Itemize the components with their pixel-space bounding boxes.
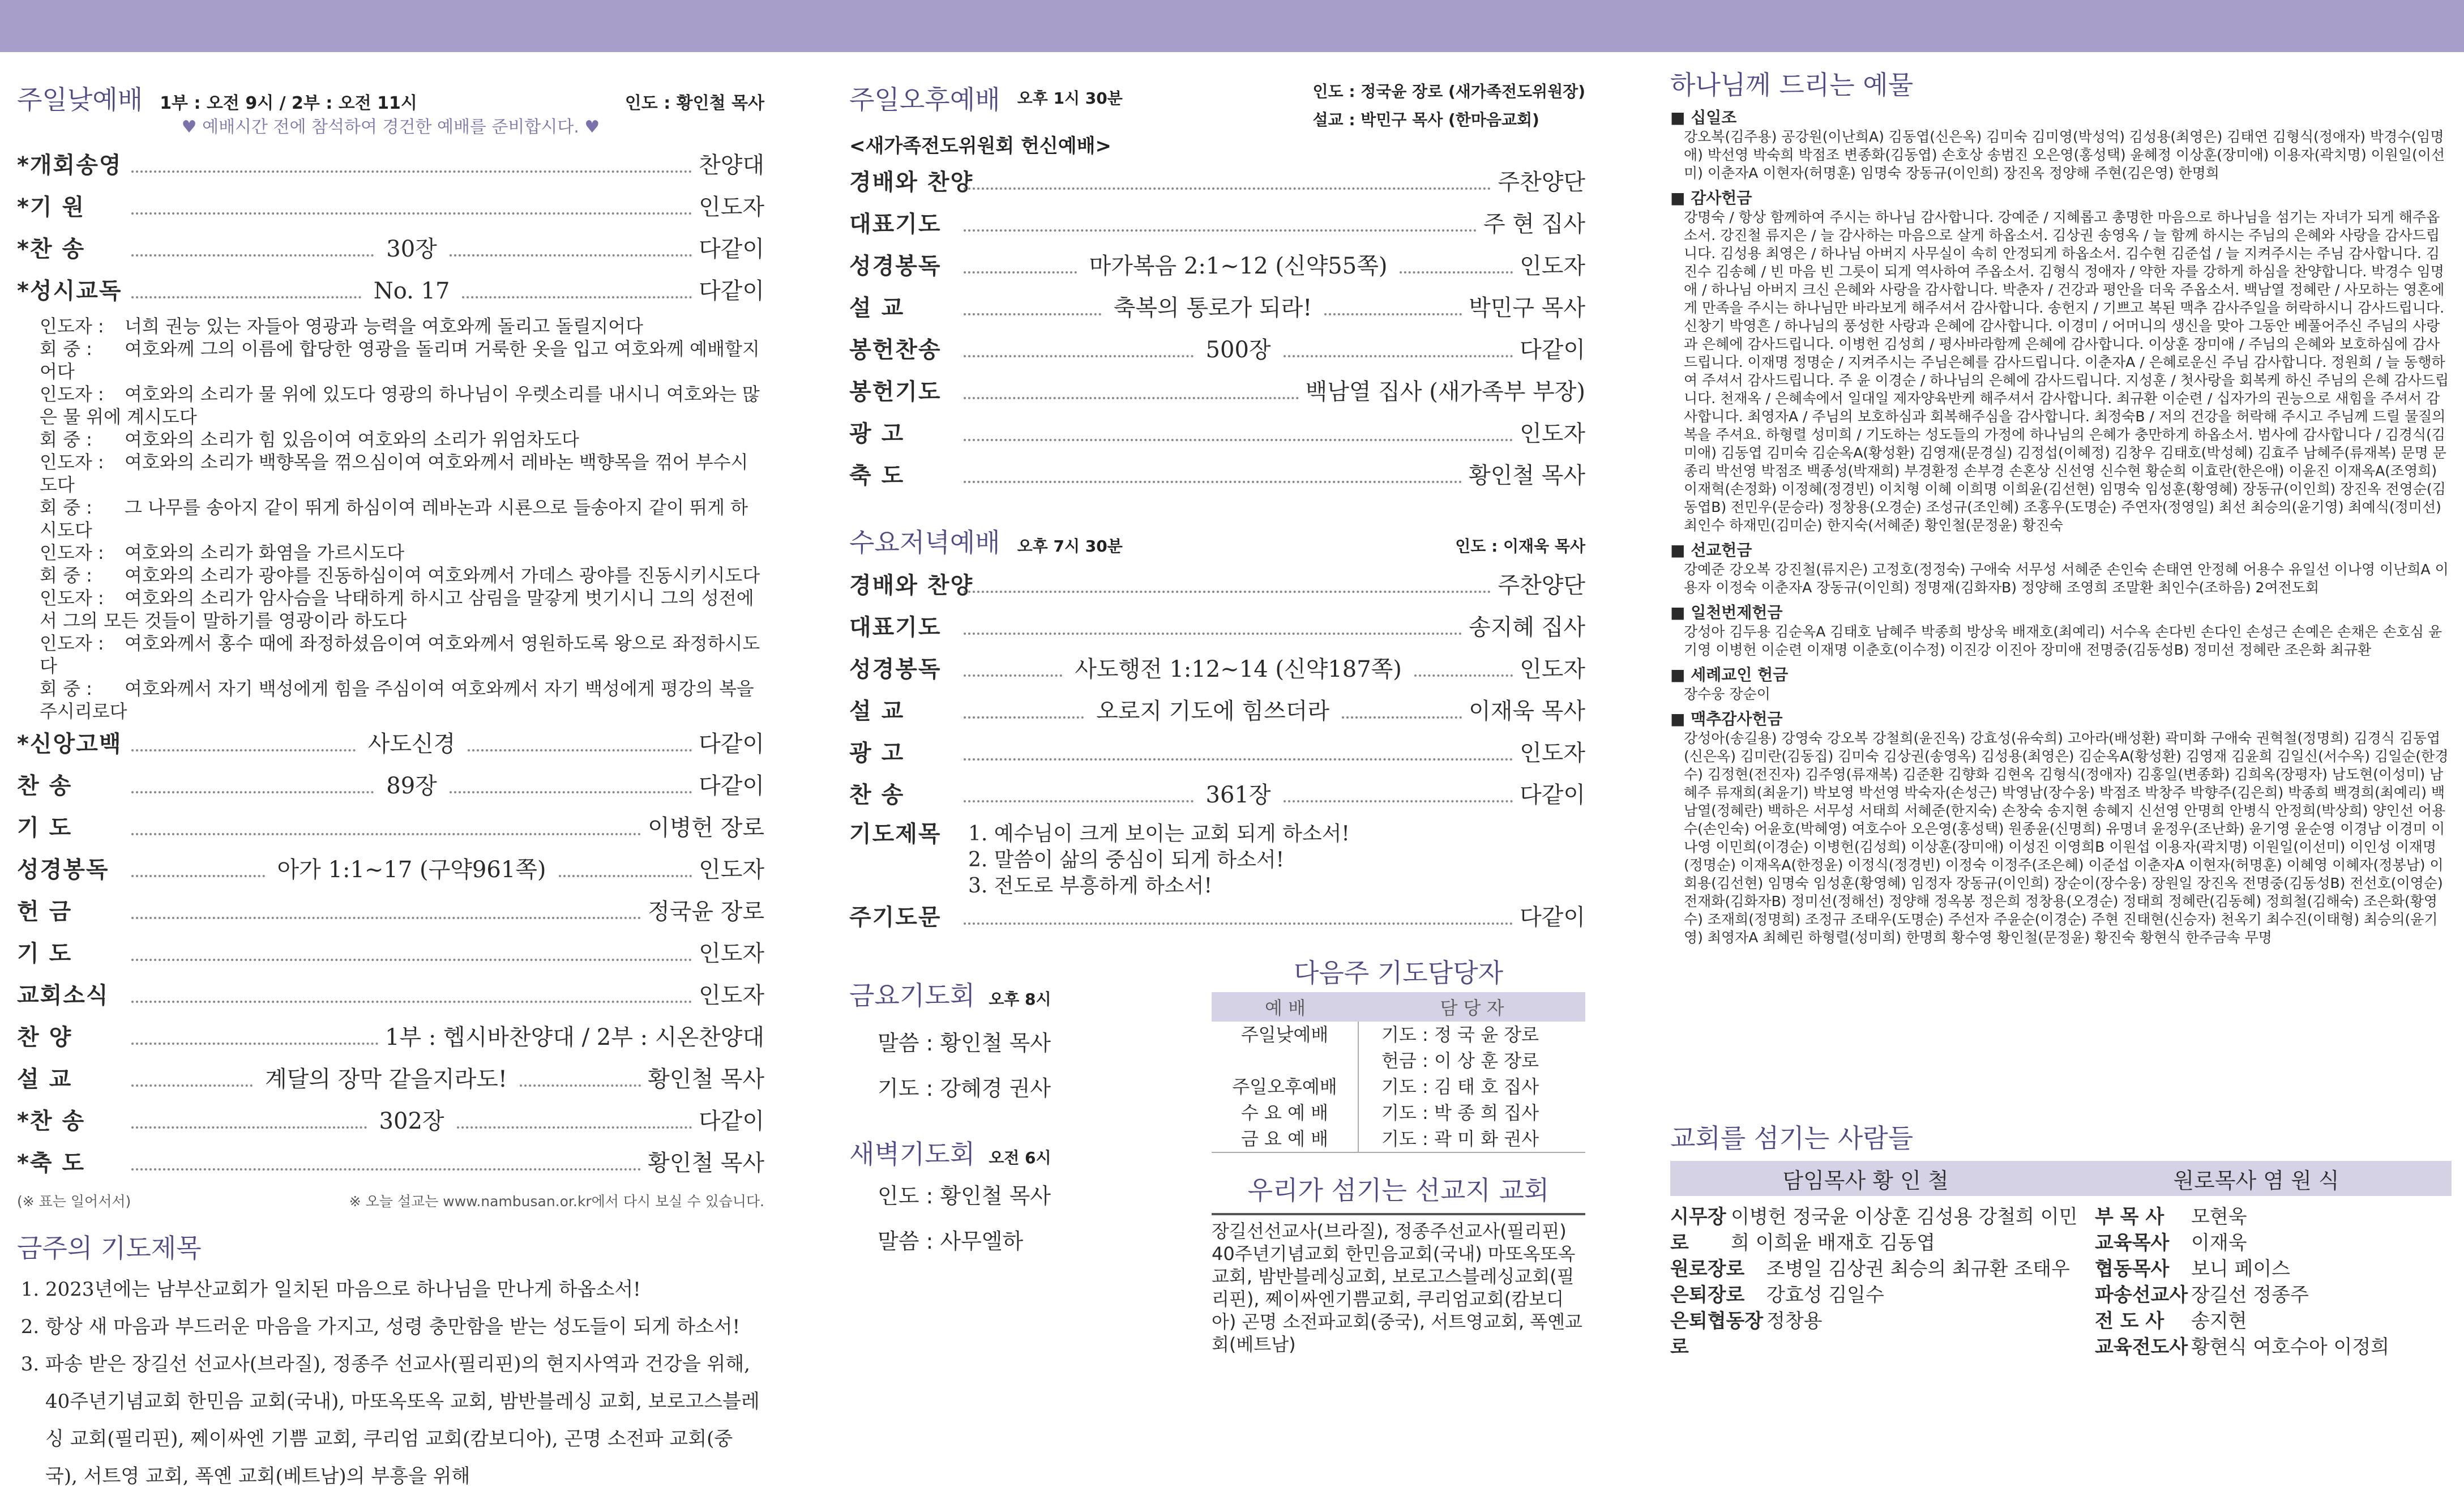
sunday-item-content: 계달의 장막 같을지라도!: [265, 1066, 507, 1092]
sunday-item-person: 인도자: [699, 983, 764, 1009]
ministers-list: [2095, 1204, 2452, 1360]
wednesday-item-label: 광 고: [849, 740, 905, 766]
next-week-row: [1212, 1074, 1585, 1100]
wednesday-item-label: 경배와 찬양: [849, 573, 974, 599]
reading-speaker: 회 중 :: [40, 678, 92, 699]
afternoon-item-content: 축복의 통로가 되라!: [1113, 295, 1312, 321]
service-note: ♥ 예배시간 전에 참석하여 경건한 예배를 준비합시다. ♥: [181, 117, 600, 137]
sunday-service-title: 주일낮예배: [17, 84, 143, 115]
offering-heading: ■ 일천번제헌금: [1670, 603, 1783, 622]
sunday-item-label: 찬 양: [17, 1024, 72, 1050]
dawn-title: 새벽기도회: [849, 1139, 976, 1169]
reading-text: 여호와께서 홍수 때에 좌정하셨음이여 여호와께서 영원하도록 왕으로 좌정하시도다: [40, 633, 760, 677]
wednesday-item-label: 찬 송: [849, 782, 905, 808]
staff-names: 조병일 김상권 최승의 최규환 조태우: [1766, 1258, 2070, 1280]
next-week-row: [1212, 1100, 1585, 1126]
sunday-item-row: [17, 1145, 764, 1187]
offering-names: 강성아(송길용) 강영숙 강오복 강철희(윤진옥) 강효성(유숙희) 고아라(배성환) 곽미화 구애숙 권혁철(정명희) 김경식 김동엽(신은옥) 김미란(김동집) 김미숙 김상권(송영옥) 김성용(최영은) 김순옥A(황성환) 김영재 김윤희 김일신(서수옥) 김일순(한경수) 김정현(전진자) 김주영(류재복) 김준환 김향화 김현옥 김형식(정애자) 김홍일(변종화) 김희옥(장평자) 남도현(이성미) 남혜주 류재희(최윤기) 박보영 박선영 박숙자(손성근) 박영남(장수웅) 박점조 박창주 박향주(김은희) 박종희 백경희(최예리) 백남열(정혜란) 백하은 서무성 서태희 서혜준(한지숙) 손창숙 송지현 송혜지 신선영 안명희 안병식 안정희(박상희) 양인선 어용수(손인숙) 어윤호(박혜영) 여호수아 오은영(홍성택) 원종윤(신명희) 유명녀 윤정우(조난화) 윤기영 윤순영 이경남 이경미 이나영 이민희(이경순) 이병헌(김성희) 이상훈(장미애) 이성진 이영희B 이원섭 이용자(곽치명) 이원일(이선미) 이인성 이재명(정명순) 이재옥A(한정윤) 이정식(정경빈) 이정숙 이정주(조은혜) 이준섭 이춘자A 이현자(허명훈) 이혜영 이혜자(정봉남) 이회용(김선현) 임명숙 임성훈(황영혜) 임정자 장동규(이인희) 장순이(장수웅) 장원일 장진옥 전명중(김동성B) 전선호(이영순) 전재화(김화자B) 정미선(정해선) 정양해 정옥봉 정은희 정창용(오경순) 정태희 정혜란(김동혜) 정희철(김해숙) 조은화(황영수) 조재희(정명희) 조정규 조태우(도명순) 주선자 주윤순(이경순) 주현 진태현(신승자) 천옥기 최수진(이태형) 최승의(윤기영) 최영자A 최혜린 하형렬(성미희) 한명희 황수영 황인철(문정윤) 황진숙 황현식 한주금속 무명: [1684, 730, 2449, 946]
sunday-item-label: 교회소식: [17, 983, 109, 1009]
staff-row: [1670, 1256, 2078, 1282]
reading-line: [17, 587, 764, 632]
assignee: 헌금 : 이 상 훈 장로: [1381, 1050, 1539, 1071]
offering-names: 강성아 김두용 김순옥A 김태호 남혜주 박종희 방상욱 배재호(최예리) 서수옥 손다빈 손다인 손성근 손예은 손채은 손호심 윤기영 이병헌 이순련 이재명 이춘호(이수정) 이진강 이진아 장미애 전명중(김동성B) 정미선 정혜란 조은화 최규환: [1684, 623, 2442, 658]
sunday-item-person: 인도자: [699, 857, 764, 883]
wednesday-item-person: 송지혜 집사: [1469, 614, 1585, 640]
staff-names: 보니 페이스: [2191, 1258, 2291, 1280]
staff-role: 교육전도사: [2095, 1336, 2188, 1359]
sunday-item-label: 찬 송: [17, 773, 72, 799]
reading-speaker: 회 중 :: [40, 565, 92, 586]
reading-line: [17, 564, 764, 587]
reading-text: 너희 권능 있는 자들아 영광과 능력을 여호와께 돌리고 돌릴지어다: [125, 315, 644, 337]
next-week-table: [1212, 1022, 1585, 1153]
offering-heading: ■ 선교헌금: [1670, 541, 1752, 559]
staff-title: 교회를 섬기는 사람들: [1670, 1123, 1914, 1154]
prayer-topic: 1. 2023년에는 남부산교회가 일치된 마음으로 하나님을 만나게 하옵소서!: [45, 1271, 764, 1308]
reading-text: 여호와의 소리가 백향목을 꺾으심이여 여호와께서 레바논 백향목을 꺾어 부수시도다: [40, 451, 748, 496]
staff-row: [2095, 1204, 2452, 1230]
reading-speaker: 인도자 :: [40, 587, 104, 609]
assignee: 기도 : 정 국 윤 장로: [1381, 1024, 1539, 1045]
sunday-item-label: 성경봉독: [17, 857, 109, 883]
wednesday-item-content: 오로지 기도에 힘쓰더라: [1096, 698, 1329, 724]
prayer-topics-title: 금주의 기도제목: [17, 1233, 202, 1263]
afternoon-item-person: 박민구 목사: [1469, 295, 1586, 321]
afternoon-item-label: 봉헌기도: [849, 379, 942, 405]
mission-title: 우리가 섬기는 선교지 교회: [1247, 1175, 1550, 1206]
wednesday-item-row: [849, 609, 1585, 651]
prayer-topics-list: [17, 1271, 764, 1495]
reading-text: 여호와의 소리가 광야를 진동하심이여 여호와께서 가데스 광야를 진동시키시도다: [125, 565, 760, 586]
friday-prayer: 기도 : 강혜경 권사: [878, 1076, 1051, 1101]
assignee: 기도 : 박 종 희 집사: [1381, 1102, 1539, 1124]
sunday-order-list-2: [17, 726, 764, 1187]
sunday-item-row: [17, 189, 764, 231]
staff-role: 전 도 사: [2095, 1310, 2164, 1332]
wednesday-prayer-item: 2. 말씀이 삶의 중심이 되게 하소서!: [968, 848, 1285, 872]
offering-heading: ■ 맥추감사헌금: [1670, 710, 1783, 728]
staff-names: 송지현: [2191, 1310, 2247, 1332]
reading-line: [17, 451, 764, 496]
reading-text: 여호와께서 자기 백성에게 힘을 주심이여 여호와께서 자기 백성에게 평강의 복을 주시리로다: [40, 678, 754, 722]
wednesday-item-person: 다같이: [1520, 782, 1586, 808]
staff-role: 원로장로: [1670, 1258, 1745, 1280]
reading-text: 여호와의 소리가 암사슴을 낙태하게 하시고 삼림을 말갛게 벗기시니 그의 성전에서 그의 모든 것들이 말하기를 영광이라 하도다: [40, 587, 754, 631]
sunday-service-column: [17, 57, 765, 1488]
sunday-item-content: 89장: [386, 773, 437, 799]
afternoon-item-label: 봉헌찬송: [849, 337, 942, 363]
sunday-item-person: 황인철 목사: [648, 1150, 764, 1176]
wednesday-item-row: [849, 735, 1585, 777]
staff-role: 협동목사: [2095, 1258, 2170, 1280]
reading-text: 그 나무를 송아지 같이 뛰게 하심이여 레바논과 시룐으로 들송아지 같이 뛰게 하시도다: [40, 497, 748, 541]
wednesday-item-label: 성경봉독: [849, 656, 942, 682]
staff-role: 시무장로: [1670, 1206, 1726, 1254]
reading-text: 여호와의 소리가 힘 있음이여 여호와의 소리가 위엄차도다: [125, 429, 579, 450]
afternoon-item-person: 인도자: [1520, 253, 1586, 279]
staff-row: [2095, 1282, 2452, 1308]
afternoon-item-label: 축 도: [849, 463, 905, 489]
wednesday-prayer-list: [968, 821, 1350, 899]
staff-names: 장길선 정종주: [2191, 1284, 2309, 1306]
friday-title: 금요기도회: [849, 980, 976, 1011]
sunday-item-label: *신앙고백: [17, 731, 122, 757]
staff-names: 강효성 김일수: [1766, 1284, 1884, 1306]
afternoon-item-row: [849, 416, 1585, 458]
afternoon-time: 오후 1시 30분: [1017, 89, 1123, 108]
service-name: [1212, 1048, 1359, 1074]
sunday-item-person: 다같이: [699, 1108, 765, 1134]
staff-row: [1670, 1308, 2078, 1360]
offering-heading: ■ 감사헌금: [1670, 189, 1752, 207]
reading-speaker: 회 중 :: [40, 338, 92, 360]
staff-names: 이병헌 정국윤 이상훈 김성용 강철희 이민희 이희윤 배재호 김동엽: [1731, 1206, 2078, 1254]
wednesday-item-row: [849, 777, 1585, 819]
sunday-item-person: 이병헌 장로: [648, 815, 764, 841]
afternoon-item-label: 설 교: [849, 295, 905, 321]
reading-line: [17, 677, 764, 723]
afternoon-item-person: 주찬양단: [1498, 169, 1585, 195]
service-name: 주일오후예배: [1212, 1074, 1359, 1100]
sunday-item-person: 다같이: [699, 278, 765, 304]
responsive-reading: [17, 315, 764, 723]
reading-line: [17, 632, 764, 677]
sunday-item-row: [17, 936, 764, 977]
elders-list: [1670, 1204, 2078, 1360]
wednesday-item-person: 주찬양단: [1498, 573, 1585, 599]
wednesday-item-row: [849, 693, 1585, 735]
afternoon-item-content: 마가복음 2:1~12 (신약55쪽): [1089, 253, 1388, 279]
stand-note: (※ 표는 일어서서): [17, 1193, 131, 1210]
sunday-item-person: 찬양대: [699, 152, 764, 178]
afternoon-item-person: 주 현 집사: [1483, 211, 1585, 237]
staff-names: 황현식 여호수아 이정희: [2191, 1336, 2390, 1359]
sunday-item-label: 기 도: [17, 815, 72, 841]
offering-heading: ■ 십일조: [1670, 108, 1737, 127]
emeritus-pastor: 원로목사 염 원 식: [2173, 1168, 2339, 1193]
sunday-item-label: *기 원: [17, 194, 85, 220]
reading-speaker: 인도자 :: [40, 633, 104, 654]
wednesday-prayer-item: 1. 예수님이 크게 보이는 교회 되게 하소서!: [968, 822, 1350, 845]
reading-line: [17, 428, 764, 451]
afternoon-order-list: [849, 164, 1585, 499]
afternoon-item-row: [849, 206, 1585, 248]
afternoon-item-row: [849, 248, 1585, 290]
service-name: 수 요 예 배: [1212, 1100, 1359, 1126]
sunday-item-content: 302장: [379, 1108, 444, 1134]
sunday-item-person: 인도자: [699, 941, 764, 967]
reading-speaker: 회 중 :: [40, 497, 92, 518]
sunday-item-row: [17, 726, 764, 768]
wednesday-time: 오후 7시 30분: [1017, 537, 1123, 556]
sunday-item-person: 다같이: [699, 236, 764, 262]
wednesday-item-row: [849, 567, 1585, 609]
reading-text: 여호와의 소리가 물 위에 있도다 영광의 하나님이 우렛소리를 내시니 여호와는 많은 물 위에 계시도다: [40, 383, 760, 428]
assignee: 기도 : 곽 미 화 권사: [1381, 1128, 1539, 1150]
service-name: 금 요 예 배: [1212, 1126, 1359, 1152]
reading-line: [17, 541, 764, 564]
wednesday-item-row: [849, 651, 1585, 693]
afternoon-item-row: [849, 374, 1585, 416]
sunday-item-person: 다같이: [699, 731, 765, 757]
prayer-topic: 3. 파송 받은 장길선 선교사(브라질), 정종주 선교사(필리핀)의 현지사역과 건강을 위해, 40주년기념교회 한민음 교회(국내), 마또옥또옥 교회, 밤반블레싱 교회, 보로고스블레싱 교회(필리핀), 쩨이싸엔 기쁨 교회, 쿠리엄 교회(캄보디아), 곤명 소전파 교회(중국), 서트영 교회, 폭옌 교회(베트남)의 부흥을 위해: [45, 1346, 764, 1495]
wednesday-leader: 인도 : 이재욱 목사: [1455, 537, 1585, 556]
wednesday-item-content: 361장: [1205, 782, 1271, 808]
next-week-row: [1212, 1022, 1585, 1048]
sunday-item-label: *성시교독: [17, 278, 122, 304]
lords-prayer-label: 주기도문: [849, 904, 942, 930]
afternoon-item-person: 황인철 목사: [1469, 463, 1585, 489]
sunday-item-content: 아가 1:1~17 (구약961쪽): [277, 857, 546, 883]
reading-speaker: 인도자 :: [40, 383, 104, 405]
lords-prayer-row: [849, 899, 1585, 941]
staff-names: 이재욱: [2191, 1232, 2247, 1254]
afternoon-item-label: 성경봉독: [849, 253, 942, 279]
sunday-item-row: [17, 768, 764, 810]
sunday-item-label: *개회송영: [17, 152, 122, 178]
reading-text: 여호와께 그의 이름에 합당한 영광을 돌리며 거룩한 옷을 입고 여호와께 예배할지어다: [40, 338, 760, 382]
sunday-item-row: [17, 231, 764, 273]
prayer-topic: 2. 항상 새 마음과 부드러운 마음을 가지고, 성령 충만함을 받는 성도들이 되게 하소서!: [45, 1308, 764, 1346]
afternoon-item-row: [849, 458, 1585, 499]
sermon-web-note: ※ 오늘 설교는 www.nambusan.or.kr에서 다시 보실 수 있습니다.: [349, 1193, 764, 1210]
offering-column: [1670, 57, 2452, 1402]
next-week-header: 예 배 담 당 자: [1212, 992, 1585, 1022]
staff-row: [1670, 1204, 2078, 1256]
sunday-item-row: [17, 1019, 764, 1061]
offering-names: 장수웅 장순이: [1684, 686, 1770, 702]
wednesday-order-list: [849, 567, 1585, 819]
next-week-row: [1212, 1126, 1585, 1152]
sunday-item-label: *찬 송: [17, 236, 85, 262]
staff-names: 모현욱: [2191, 1206, 2247, 1228]
dawn-leader: 인도 : 황인철 목사: [878, 1184, 1051, 1208]
dawn-word: 말씀 : 사무엘하: [878, 1229, 1024, 1254]
afternoon-item-person: 인도자: [1520, 421, 1585, 447]
sunday-item-label: *축 도: [17, 1150, 85, 1176]
reading-speaker: 인도자 :: [40, 542, 104, 563]
offering-title: 하나님께 드리는 예물: [1670, 70, 1914, 100]
afternoon-title: 주일오후예배: [849, 84, 1000, 115]
wednesday-item-person: 이재욱 목사: [1469, 698, 1586, 724]
wednesday-item-person: 인도자: [1520, 656, 1586, 682]
offering-heading: ■ 세례교인 헌금: [1670, 665, 1789, 684]
staff-row: [2095, 1256, 2452, 1282]
afternoon-item-label: 대표기도: [849, 211, 942, 237]
wednesday-item-content: 사도행전 1:12~14 (신약187쪽): [1075, 656, 1402, 682]
sunday-item-person: 1부 : 헵시바찬양대 / 2부 : 시온찬양대: [385, 1024, 764, 1050]
other-services-column: [849, 57, 1585, 1402]
reading-line: [17, 338, 764, 383]
reading-line: [17, 315, 764, 338]
staff-row: [2095, 1308, 2452, 1334]
friday-time: 오후 8시: [989, 990, 1051, 1009]
sunday-item-row: [17, 147, 764, 189]
offering-list: [1670, 102, 2452, 1110]
wednesday-item-label: 설 교: [849, 698, 905, 724]
staff-role: 파송선교사: [2095, 1284, 2188, 1306]
lords-prayer-who: 다같이: [1520, 904, 1585, 930]
afternoon-item-row: [849, 290, 1585, 332]
sunday-item-person: 정국윤 장로: [648, 899, 764, 925]
wednesday-item-person: 인도자: [1520, 740, 1585, 766]
staff-header: [1670, 1161, 2452, 1196]
offering-names: 강명숙 / 항상 함께하여 주시는 하나님 감사합니다. 강예준 / 지혜롭고 총명한 마음으로 하나님을 섬기는 자녀가 되게 해주옵소서. 강진철 류지은 / 늘 감사하는 마음으로 살게 하옵소서. 김상권 송영옥 / 늘 함께 하시는 주님의 은혜와 사랑을 감사드립니다. 김성용 최영은 / 하나님 아버지 사무실이 속히 안정되게 하옵소서. 김수현 김준섭 / 늘 지켜주시는 주님 감사합니다. 김진수 김송혜 / 빈 마음 빈 그릇이 되게 역사하여 주옵소서. 김형식 정애자 / 약한 자를 강하게 하심을 찬양합니다. 박경수 임명애 / 하나님 아버지 크신 은혜와 사랑을 감사합니다. 박춘자 / 건강과 평안을 더욱 주옵소서. 백남열 정혜란 / 사모하는 영혼에게 만족을 주시는 하나님만 바라보게 해주셔서 감사합니다. 송헌지 / 기쁘고 복된 맥추 감사주일을 허락하시니 감사드립니다. 신창기 박영흔 / 하나님의 풍성한 사랑과 은혜에 감사합니다. 이경미 / 어머니의 생신을 맞아 그동안 베풀어주신 주님의 사랑과 은혜에 감사드립니다. 이병헌 김성희 / 평사바라함께 은혜에 감사합니다. 이상훈 장미애 / 주님의 은혜와 보호하심에 감사드립니다. 이재명 정명순 / 지켜주시는 주님은혜를 감사드립니다. 이춘자A / 은혜로운신 주님 감사합니다. 정원희 / 늘 동행하여 주셔서 감사드립니다. 주 윤 이경순 / 하나님의 은혜에 감사드립니다. 지성훈 / 첫사랑을 회복케 하신 주님의 은혜 감사드립니다. 천재옥 / 은혜속에서 일대일 제자양육반케 해주셔서 감사합니다. 최규환 이순련 / 십자가의 권능으로 새힘을 주셔서 감사합니다. 최영자A / 주님의 보호하심과 회복해주심을 감사합니다. 최정숙B / 저의 건강을 허락해 주시고 주님께 드릴 물질의 복을 주셔요. 하형렬 성미희 / 기도하는 성도들의 가정에 하나님의 은혜가 충만하게 하옵소서. 범사에 감사합니다 / 김경식(김미애) 김동엽 김미숙 김순옥A(황성환) 김영재(문경실) 김정섭(이혜정) 김창우 김태호(박성혜) 김효주 남혜주(류재복) 문명 문종리 박선영 박점조 백종성(박재희) 부경환정 손부경 손혼상 신선영 신수현 황순희 이효란(한은애) 이윤진 이재옥A(조영희) 이재혁(손정화) 이정혜(정경빈) 이치형 이혜 이희명 이희윤(김선현) 임명숙 임성훈(황영혜) 장동규(이인희) 장진옥 전영순(김동엽B) 전민우(문승라) 정창용(오경순) 조성규(조인혜) 조홍우(도명순) 주연자(정영일) 최선 최승의(윤기영) 최예식(정미선) 최인수 하재민(김미순) 한지숙(서혜준) 황인철(문정윤) 황진숙: [1684, 209, 2449, 533]
sunday-item-row: [17, 977, 764, 1019]
sunday-item-person: 황인철 목사: [648, 1066, 765, 1092]
staff-role: 은퇴협동장로: [1670, 1310, 1764, 1359]
offering-names: 강예준 강오복 강진철(류지은) 고정호(정정숙) 구애숙 서무성 서혜준 손인숙 손태연 안정혜 어용수 유일선 이나영 이난희A 이용자 이정숙 이춘자A 장동규(이인희) 정명재(김화자B) 정양해 조영희 조말환 최인수(조하음) 2여전도회: [1684, 561, 2449, 596]
sunday-item-row: [17, 1103, 764, 1145]
sunday-item-row: [17, 894, 764, 936]
wednesday-prayer-item: 3. 전도로 부흥하게 하소서!: [968, 874, 1212, 898]
next-week-title: 다음주 기도담당자: [1293, 958, 1504, 988]
afternoon-item-row: [849, 164, 1585, 206]
sunday-order-list: [17, 147, 764, 315]
mission-list: 장길선선교사(브라질), 정종주선교사(필리핀) 40주년기념교회 한민음교회(국내) 마또옥또옥교회, 밤반블레싱교회, 보로고스블레싱교회(필리핀), 쩨이싸엔기쁨교회, 쿠리엄교회(캄보디아) 곤명 소전파교회(중국), 서트영교회, 폭옌교회(베트남): [1212, 1213, 1585, 1356]
staff-row: [2095, 1334, 2452, 1360]
reading-speaker: 회 중 :: [40, 429, 92, 450]
sunday-item-content: 사도신경: [367, 731, 456, 757]
staff-row: [1670, 1282, 2078, 1308]
afternoon-item-label: 광 고: [849, 421, 905, 447]
staff-row: [2095, 1230, 2452, 1256]
reading-speaker: 인도자 :: [40, 451, 104, 473]
offering-names: 강오복(김주용) 공강원(이난희A) 김동엽(신은옥) 김미숙 김미영(박성억) 김성용(최영은) 김태연 김형식(정애자) 박경수(임명애) 박선영 박숙희 박점조 변종화(김동엽) 손호상 송범진 오은영(홍성택) 윤혜정 이상훈(장미애) 이용자(곽치명) 이원일(이선미) 이춘자A 이현자(허명훈) 임명숙 장동규(이인희) 장진옥 정양해 주현(김은영) 한명희: [1684, 129, 2445, 181]
sunday-item-label: 헌 금: [17, 899, 72, 925]
staff-role: 부 목 사: [2095, 1206, 2164, 1228]
sunday-item-label: *찬 송: [17, 1108, 85, 1134]
sunday-item-content: 30장: [386, 236, 437, 262]
sunday-item-row: [17, 1061, 764, 1103]
afternoon-item-person: 다같이: [1520, 337, 1586, 363]
wednesday-item-label: 대표기도: [849, 614, 942, 640]
sunday-item-row: [17, 852, 764, 894]
friday-sermon: 말씀 : 황인철 목사: [878, 1031, 1051, 1056]
staff-names: 정창용: [1766, 1310, 1823, 1332]
prayer-topic-label: 기도제목: [849, 821, 942, 847]
reading-text: 여호와의 소리가 화염을 가르시도다: [125, 542, 405, 563]
afternoon-item-person: 백남열 집사 (새가족부 부장): [1305, 379, 1585, 405]
sunday-item-row: [17, 810, 764, 852]
sunday-item-content: No. 17: [373, 278, 450, 304]
afternoon-preacher: 설교 : 박민구 목사 (한마음교회): [1312, 110, 1539, 129]
wednesday-title: 수요저녁예배: [849, 527, 1000, 558]
reading-line: [17, 496, 764, 541]
assignee: 기도 : 김 태 호 집사: [1381, 1076, 1539, 1097]
afternoon-item-row: [849, 332, 1585, 374]
dawn-time: 오전 6시: [989, 1148, 1051, 1167]
afternoon-item-label: 경배와 찬양: [849, 169, 974, 195]
afternoon-subtitle: <새가족전도위원회 헌신예배>: [849, 135, 1111, 157]
staff-role: 은퇴장로: [1670, 1284, 1745, 1306]
staff-role: 교육목사: [2095, 1232, 2170, 1254]
afternoon-leader: 인도 : 정국윤 장로 (새가족전도위원장): [1312, 82, 1585, 101]
sunday-item-person: 다같이: [699, 773, 764, 799]
afternoon-item-content: 500장: [1205, 337, 1271, 363]
service-name: 주일낮예배: [1212, 1022, 1359, 1048]
sunday-service-times: 1부 : 오전 9시 / 2부 : 오전 11시: [160, 93, 417, 113]
sunday-service-leader: 인도 : 황인철 목사: [624, 93, 764, 113]
reading-line: [17, 383, 764, 428]
next-week-row: [1212, 1048, 1585, 1074]
senior-pastor: 담임목사 황 인 철: [1782, 1168, 1949, 1193]
sunday-item-label: 기 도: [17, 941, 72, 967]
reading-speaker: 인도자 :: [40, 315, 104, 337]
top-banner: [0, 0, 2464, 52]
sunday-item-row: [17, 273, 764, 315]
sunday-item-person: 인도자: [699, 194, 764, 220]
sunday-item-label: 설 교: [17, 1066, 72, 1092]
